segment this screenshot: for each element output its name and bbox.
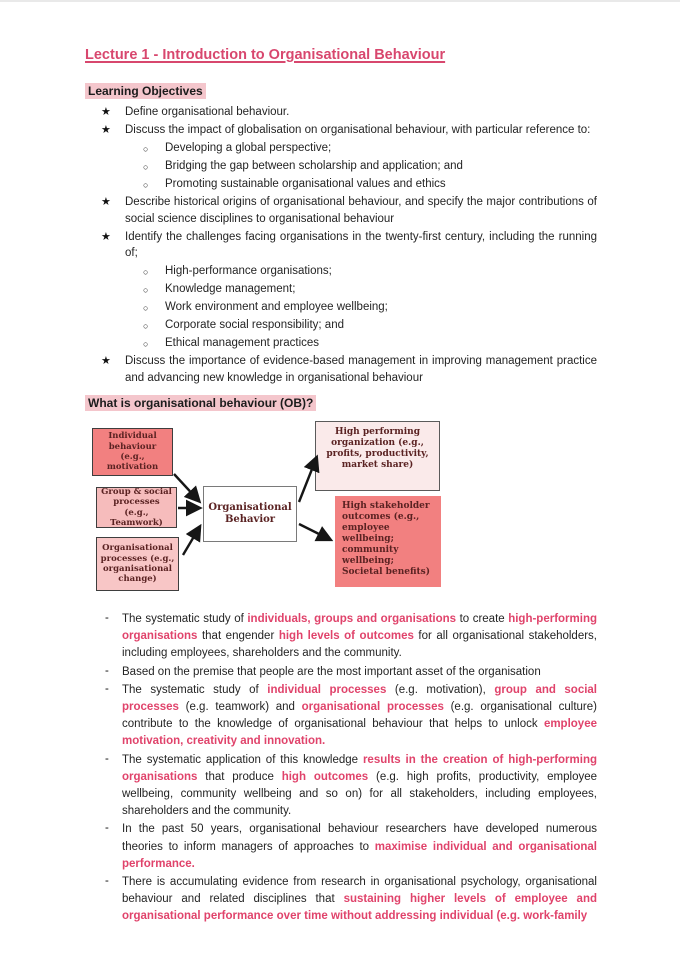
ob-definition-list: [85, 611, 597, 926]
diagram-box-high-performing: High performing organization (e.g., profits, productivity, market share): [315, 421, 440, 491]
objective-text: Promoting sustainable organisational values and ethics: [165, 178, 446, 190]
objective-item: [85, 281, 597, 298]
objective-item: [85, 229, 597, 262]
circle-bullet-icon: ○: [143, 285, 149, 295]
ob-diagram: [0, 416, 680, 604]
arrow-center-to-stakeholder: [299, 524, 329, 539]
objective-text: Work environment and employee wellbeing;: [165, 301, 388, 313]
page-title: Lecture 1 - Introduction to Organisational Behaviour: [85, 47, 446, 63]
emphasis-text: sustaining higher levels of employee and organisational performance over time without addressing individual (e.g. work-family: [122, 893, 597, 923]
objective-item: [85, 263, 597, 280]
objective-text: Developing a global perspective;: [165, 142, 332, 154]
objective-text: High-performance organisations;: [165, 265, 332, 277]
ob-section-heading: What is organisational behaviour (OB)?: [85, 395, 316, 411]
learning-objectives-list: [85, 104, 597, 386]
star-bullet-icon: ★: [101, 196, 111, 208]
emphasis-text: high levels of outcomes: [278, 630, 414, 643]
objective-text: Ethical management practices: [165, 337, 320, 349]
definition-bullet: [85, 611, 597, 663]
objective-item: [85, 140, 597, 157]
arrow-center-to-high-performing: [299, 459, 316, 502]
star-bullet-icon: ★: [101, 230, 111, 243]
circle-bullet-icon: ○: [143, 339, 149, 349]
objective-text: Identify the challenges facing organisations in the twenty-first century, including the running of;: [125, 230, 597, 259]
definition-bullet: [85, 874, 597, 926]
emphasis-text: organisational processes: [301, 701, 444, 714]
dash-bullet-icon: -: [105, 875, 109, 888]
learning-objectives-heading: Learning Objectives: [85, 83, 206, 99]
arrow-processes-to-center: [183, 528, 199, 555]
diagram-box-organisational-behavior: Organisational Behavior: [203, 486, 297, 542]
body-text: for all organisational stakeholders, including employees, shareholders and the community.: [122, 630, 598, 660]
star-bullet-icon: ★: [101, 106, 111, 118]
objective-item: [85, 194, 597, 227]
diagram-box-individual-behaviour: Individual behaviour (e.g., motivation: [92, 428, 173, 476]
objective-item: [85, 317, 597, 334]
arrow-individual-to-center: [174, 474, 198, 500]
body-text: The systematic study of: [122, 613, 248, 625]
objective-item: [85, 122, 597, 139]
body-text: Based on the premise that people are the most important asset of the organisation: [122, 665, 541, 678]
objective-text: Knowledge management;: [165, 283, 296, 295]
star-bullet-icon: ★: [101, 355, 111, 367]
objective-text: Define organisational behaviour.: [125, 106, 290, 118]
dash-bullet-icon: -: [105, 682, 109, 695]
emphasis-text: individual processes: [267, 683, 387, 696]
emphasis-text: individuals, groups and organisations: [247, 613, 457, 625]
body-text: (e.g. teamwork) and: [178, 701, 302, 714]
emphasis-text: high outcomes: [281, 770, 369, 783]
objective-text: Bridging the gap between scholarship and application; and: [165, 160, 463, 172]
body-text: The systematic study of: [122, 683, 268, 696]
objective-text: Discuss the importance of evidence-based management in improving management practice and advancing new knowledge in organisational behaviour: [125, 355, 597, 384]
body-text: to create: [456, 613, 509, 625]
body-text: that produce: [197, 770, 282, 783]
emphasis-text: employee motivation, creativity and innovation.: [122, 718, 597, 748]
body-text: that engender: [197, 630, 279, 643]
circle-bullet-icon: ○: [143, 180, 149, 190]
dash-bullet-icon: -: [105, 664, 109, 677]
diagram-box-org-processes: Organisational processes (e.g., organisational change): [96, 537, 179, 591]
emphasis-text: high-performing organisations: [122, 613, 597, 643]
dash-bullet-icon: -: [105, 612, 109, 624]
circle-bullet-icon: ○: [143, 321, 149, 331]
body-text: The systematic application of this knowledge: [122, 753, 363, 766]
star-bullet-icon: ★: [101, 124, 111, 136]
circle-bullet-icon: ○: [143, 267, 149, 277]
dash-bullet-icon: -: [105, 752, 109, 765]
objective-item: [85, 299, 597, 316]
circle-bullet-icon: ○: [143, 144, 149, 154]
body-text: There is accumulating evidence from research in organisational psychology, organisational behaviour and related disciplines that: [122, 876, 597, 906]
objective-item: [85, 158, 597, 175]
objective-item: [85, 353, 597, 386]
objective-text: Corporate social responsibility; and: [165, 319, 344, 331]
objective-item: [85, 335, 597, 352]
circle-bullet-icon: ○: [143, 162, 149, 172]
objective-item: [85, 104, 597, 121]
diagram-box-stakeholder-outcomes: High stakeholder outcomes (e.g., employee wellbeing; community wellbeing; Societal benefits): [335, 496, 441, 587]
definition-bullet: [85, 821, 597, 873]
definition-bullet: [85, 752, 597, 821]
body-text: In the past 50 years, organisational behaviour researchers have developed numerous theories to inform managers of approaches to: [122, 823, 597, 853]
body-text: (e.g. high profits, productivity, employee wellbeing, community wellbeing and so on) for all stakeholders, including employees, shareholders and the community.: [122, 770, 598, 818]
diagram-box-group-social: Group & social processes (e.g., Teamwork): [96, 487, 177, 528]
dash-bullet-icon: -: [105, 822, 109, 835]
emphasis-text: group and social processes: [122, 683, 598, 714]
emphasis-text: results in the creation of high-performing organisations: [122, 753, 597, 783]
emphasis-text: maximise individual and organisational performance.: [122, 840, 597, 870]
definition-bullet: [85, 664, 597, 681]
objective-item: [85, 176, 597, 193]
body-text: (e.g. motivation),: [386, 683, 495, 696]
objective-text: Discuss the impact of globalisation on organisational behaviour, with particular reference to:: [125, 124, 591, 136]
objective-text: Describe historical origins of organisational behaviour, and specify the major contributions of social science disciplines to organisational behaviour: [125, 196, 597, 225]
circle-bullet-icon: ○: [143, 303, 149, 313]
definition-bullet: [85, 682, 597, 751]
body-text: (e.g. organisational culture) contribute to the knowledge of organisational behaviour that helps to unlock: [122, 701, 597, 731]
